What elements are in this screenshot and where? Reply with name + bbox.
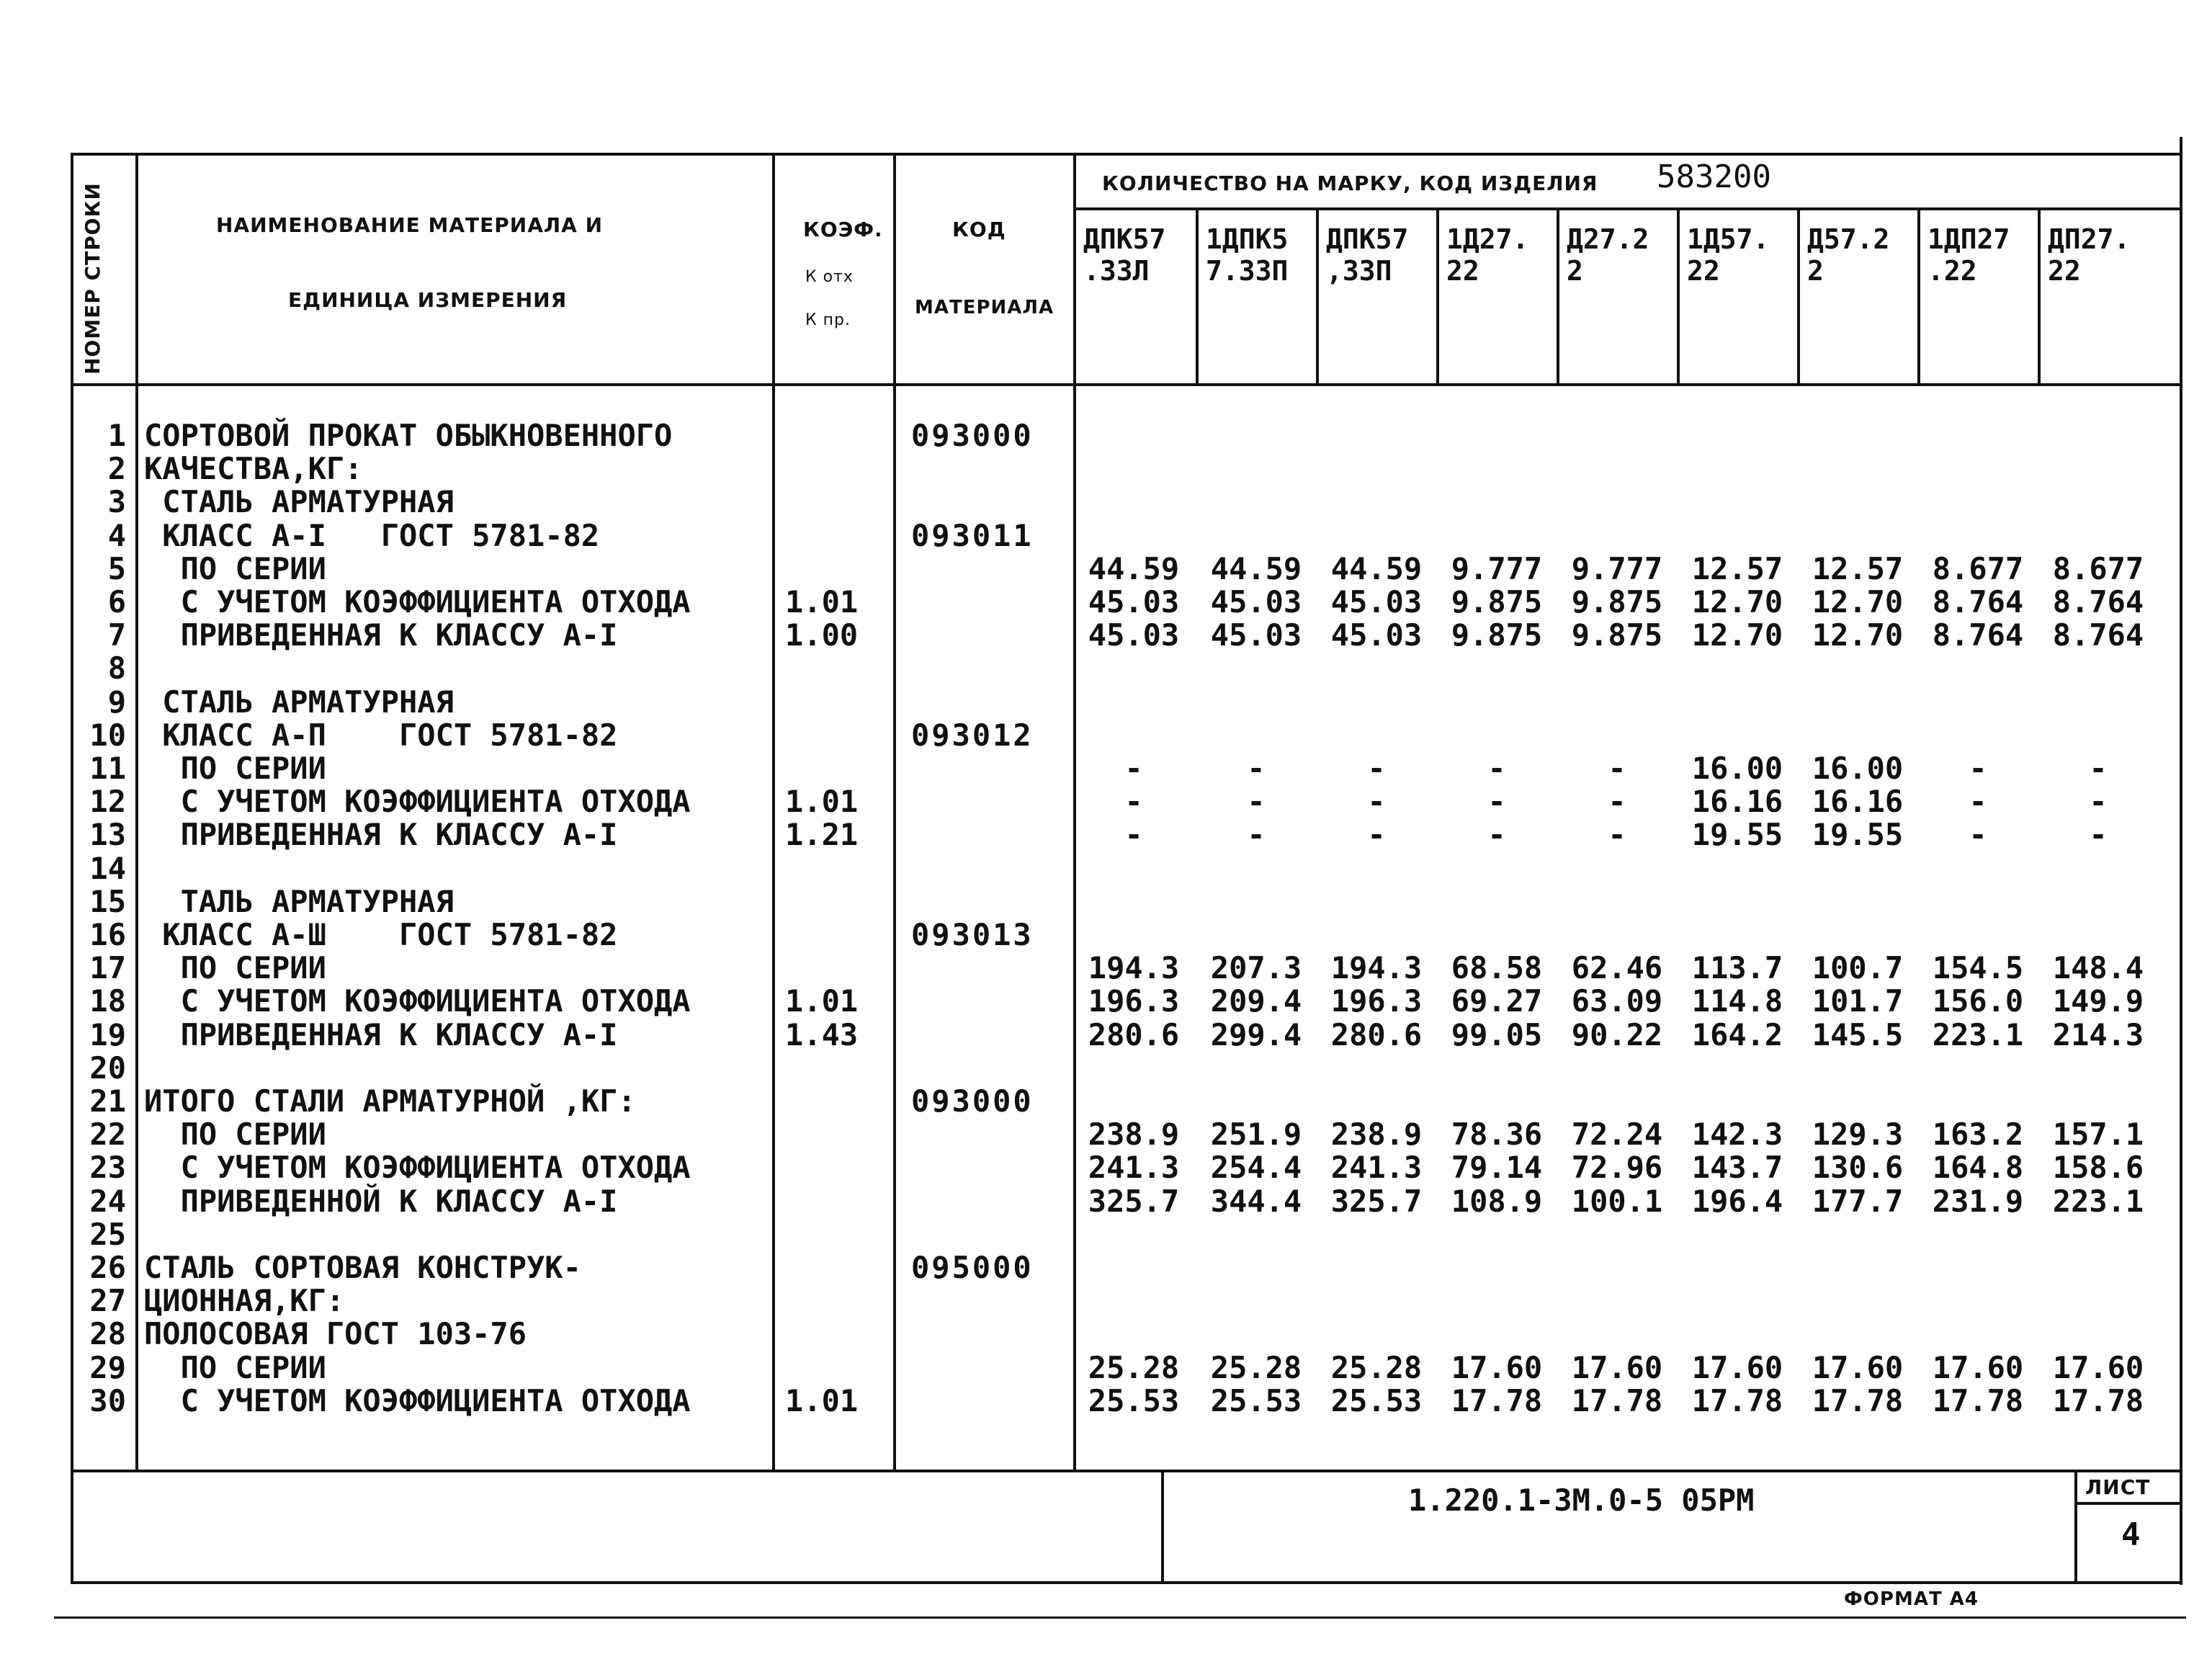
material-header-line2: ЕДИНИЦА ИЗМЕРЕНИЯ	[288, 288, 568, 312]
material-code: 093000	[911, 1083, 1034, 1119]
product-column-header: .33Л	[1083, 255, 1150, 287]
row-number: 25	[89, 1217, 126, 1252]
quantity-cell: -	[1367, 784, 1386, 819]
material-name: ПО СЕРИИ	[144, 950, 326, 985]
quantity-cell: 148.4	[2052, 950, 2144, 985]
product-column-header: 1ДПК5	[1206, 223, 1289, 255]
quantity-cell: 196.3	[1330, 983, 1423, 1019]
quantity-cell: 69.27	[1451, 983, 1543, 1019]
quantity-cell: 177.7	[1812, 1184, 1904, 1219]
quantity-cell: 17.60	[1571, 1350, 1663, 1385]
quantity-cell: 241.3	[1088, 1150, 1180, 1185]
quantity-cell: 17.78	[1691, 1383, 1783, 1418]
quantity-cell: 19.55	[1812, 817, 1904, 852]
row-number: 28	[89, 1316, 126, 1351]
quantity-cell: 196.4	[1691, 1184, 1783, 1219]
product-column-header: 22	[1446, 255, 1479, 287]
quantity-cell: 62.46	[1571, 950, 1663, 985]
quantity-cell: 16.00	[1691, 751, 1783, 786]
material-name: ИТОГО СТАЛИ АРМАТУРНОЙ ,КГ:	[144, 1083, 636, 1119]
quantity-cell: 45.03	[1330, 617, 1423, 653]
product-column-header: .22	[1927, 255, 1977, 287]
quantity-cell: -	[1367, 751, 1386, 786]
row-number: 11	[89, 751, 126, 786]
product-column-header: Д57.2	[1807, 223, 1890, 255]
quantity-cell: 12.70	[1812, 617, 1904, 653]
quantity-cell: 164.2	[1691, 1017, 1783, 1052]
material-name: СТАЛЬ СОРТОВАЯ КОНСТРУК-	[144, 1250, 581, 1285]
quantity-cell: -	[1608, 751, 1626, 786]
quantity-cell: 100.7	[1812, 950, 1904, 985]
material-name: ПРИВЕДЕННАЯ К КЛАССУ А-I	[144, 617, 618, 653]
quantity-cell: 72.96	[1571, 1150, 1663, 1185]
material-name: ПРИВЕДЕННОЙ К КЛАССУ А-I	[144, 1184, 618, 1219]
quantity-cell: 12.70	[1691, 584, 1783, 620]
quantity-cell: 12.57	[1691, 551, 1783, 586]
row-number: 7	[107, 617, 126, 653]
product-column-header: 1Д57.	[1687, 223, 1770, 255]
quantity-cell: 44.59	[1330, 551, 1423, 586]
coefficient-value: 1.01	[785, 1383, 859, 1418]
quantity-cell: 344.4	[1210, 1184, 1302, 1219]
quantity-cell: -	[1969, 751, 1987, 786]
quantity-cell: 113.7	[1691, 950, 1783, 985]
product-column-header: ДП27.	[2048, 223, 2131, 255]
material-name: ПРИВЕДЕННАЯ К КЛАССУ А-I	[144, 817, 618, 852]
row-number: 24	[89, 1184, 126, 1219]
product-column-header: 1ДП27	[1927, 223, 2010, 255]
quantity-cell: 142.3	[1691, 1117, 1783, 1152]
quantity-cell: 25.28	[1330, 1350, 1423, 1385]
quantity-cell: 63.09	[1571, 983, 1663, 1019]
material-name: СТАЛЬ АРМАТУРНАЯ	[144, 684, 454, 720]
quantity-cell: 9.875	[1571, 584, 1663, 620]
quantity-cell: 254.4	[1210, 1150, 1302, 1185]
product-column-header: Д27.2	[1567, 223, 1649, 255]
quantity-cell: -	[1608, 817, 1626, 852]
quantity-cell: 100.1	[1571, 1184, 1663, 1219]
quantity-cell: 45.03	[1088, 584, 1180, 620]
quantity-cell: 44.59	[1088, 551, 1180, 586]
quantity-cell: 164.8	[1932, 1150, 2024, 1185]
quantity-cell: -	[1969, 784, 1987, 819]
quantity-cell: 45.03	[1210, 584, 1302, 620]
material-name: ПО СЕРИИ	[144, 751, 326, 786]
quantity-cell: -	[1247, 817, 1266, 852]
product-column-header: 2	[1567, 255, 1583, 287]
quantity-cell: -	[2089, 784, 2108, 819]
quantity-cell: 241.3	[1330, 1150, 1423, 1185]
quantity-cell: 25.53	[1210, 1383, 1302, 1418]
quantity-cell: 25.53	[1088, 1383, 1180, 1418]
code-header-line1: КОД	[952, 218, 1006, 241]
quantity-cell: 8.764	[1932, 617, 2024, 653]
product-column-header: 22	[1687, 255, 1720, 287]
quantity-cell: 44.59	[1210, 551, 1302, 586]
row-number: 27	[89, 1283, 126, 1318]
quantity-cell: 17.78	[2052, 1383, 2144, 1418]
quantity-cell: 79.14	[1451, 1150, 1543, 1185]
row-number: 17	[89, 950, 126, 985]
material-code: 093012	[911, 717, 1034, 753]
row-number: 19	[89, 1017, 126, 1052]
quantity-cell: 17.78	[1451, 1383, 1543, 1418]
quantity-cell: 17.60	[2052, 1350, 2144, 1385]
product-column-header: 22	[2048, 255, 2081, 287]
quantity-cell: 12.70	[1691, 617, 1783, 653]
quantity-cell: 90.22	[1571, 1017, 1663, 1052]
quantity-cell: 9.777	[1571, 551, 1663, 586]
quantity-cell: 45.03	[1210, 617, 1302, 653]
quantity-cell: -	[1487, 751, 1506, 786]
row-number: 16	[89, 917, 126, 952]
quantity-cell: -	[1124, 751, 1143, 786]
quantity-cell: 17.78	[1571, 1383, 1663, 1418]
product-column-header: 1Д27.	[1446, 223, 1529, 255]
quantity-cell: 78.36	[1451, 1117, 1543, 1152]
quantity-cell: 25.28	[1210, 1350, 1302, 1385]
material-name: КЛАСС А-Ш ГОСТ 5781-82	[144, 917, 618, 952]
format-label: ФОРМАТ А4	[1844, 1588, 1979, 1610]
quantity-cell: 196.3	[1088, 983, 1180, 1019]
row-number: 21	[89, 1083, 126, 1119]
material-name: ПОЛОСОВАЯ ГОСТ 103-76	[144, 1316, 527, 1351]
coef-header-line2: К отх	[805, 268, 854, 286]
quantity-cell: 12.57	[1812, 551, 1904, 586]
quantity-cell: 325.7	[1330, 1184, 1423, 1219]
row-number: 5	[107, 551, 126, 586]
quantity-cell: 145.5	[1812, 1017, 1904, 1052]
quantity-cell: 163.2	[1932, 1117, 2024, 1152]
row-number: 18	[89, 983, 126, 1019]
quantity-cell: 8.764	[2052, 584, 2144, 620]
quantity-cell: 130.6	[1812, 1150, 1904, 1185]
row-number: 10	[89, 717, 126, 753]
quantity-cell: -	[2089, 817, 2108, 852]
quantity-cell: 223.1	[2052, 1184, 2144, 1219]
quantity-cell: 72.24	[1571, 1117, 1663, 1152]
material-name: СТАЛЬ АРМАТУРНАЯ	[144, 484, 454, 519]
material-name: ПРИВЕДЕННАЯ К КЛАССУ А-I	[144, 1017, 618, 1052]
quantity-cell: 108.9	[1451, 1184, 1543, 1219]
material-name: С УЧЕТОМ КОЭФФИЦИЕНТА ОТХОДА	[144, 983, 691, 1019]
material-header-line1: НАИМЕНОВАНИЕ МАТЕРИАЛА И	[216, 213, 604, 237]
quantity-cell: 280.6	[1088, 1017, 1180, 1052]
quantity-cell: 17.60	[1812, 1350, 1904, 1385]
quantity-cell: 251.9	[1210, 1117, 1302, 1152]
material-code: 093013	[911, 917, 1034, 952]
product-column-header: ДПК57	[1326, 223, 1409, 255]
quantity-cell: 8.677	[1932, 551, 2024, 586]
quantity-cell: -	[1608, 784, 1626, 819]
quantity-cell: -	[1124, 784, 1143, 819]
row-number: 9	[107, 684, 126, 720]
quantity-cell: 9.875	[1451, 617, 1543, 653]
quantity-cell: -	[1247, 784, 1266, 819]
material-name: С УЧЕТОМ КОЭФФИЦИЕНТА ОТХОДА	[144, 784, 691, 819]
material-name: ТАЛЬ АРМАТУРНАЯ	[144, 884, 454, 919]
row-number: 15	[89, 884, 126, 919]
quantity-cell: -	[1487, 784, 1506, 819]
quantity-cell: 9.875	[1451, 584, 1543, 620]
material-code: 095000	[911, 1250, 1034, 1285]
quantity-cell: 19.55	[1691, 817, 1783, 852]
quantity-cell: 157.1	[2052, 1117, 2144, 1152]
quantity-cell: 17.60	[1451, 1350, 1543, 1385]
material-code: 093011	[911, 518, 1034, 553]
quantity-cell: 25.53	[1330, 1383, 1423, 1418]
quantity-cell: 214.3	[2052, 1017, 2144, 1052]
product-column-header: ДПК57	[1083, 223, 1166, 255]
row-number: 2	[107, 451, 126, 486]
coefficient-value: 1.01	[785, 983, 859, 1019]
row-number: 3	[107, 484, 126, 519]
quantity-cell: 17.60	[1932, 1350, 2024, 1385]
quantity-cell: 149.9	[2052, 983, 2144, 1019]
quantity-cell: -	[1124, 817, 1143, 852]
quantity-cell: 238.9	[1330, 1117, 1423, 1152]
qty-header-label: КОЛИЧЕСТВО НА МАРКУ, КОД ИЗДЕЛИЯ	[1102, 171, 1598, 195]
quantity-cell: 231.9	[1932, 1184, 2024, 1219]
quantity-cell: 101.7	[1812, 983, 1904, 1019]
quantity-cell: 8.764	[2052, 617, 2144, 653]
coef-header-line1: КОЭФ.	[803, 218, 883, 241]
quantity-cell: 325.7	[1088, 1184, 1180, 1219]
row-number: 23	[89, 1150, 126, 1185]
quantity-cell: 129.3	[1812, 1117, 1904, 1152]
material-name: КЛАСС А-I ГОСТ 5781-82	[144, 518, 600, 553]
product-column-header: 7.33П	[1206, 255, 1289, 287]
quantity-cell: 156.0	[1932, 983, 2024, 1019]
quantity-cell: 45.03	[1330, 584, 1423, 620]
document-code: 1.220.1-3М.0-5 05РМ	[1408, 1483, 1755, 1518]
sheet-label: ЛИСТ	[2085, 1475, 2151, 1499]
row-number: 14	[89, 851, 126, 886]
quantity-cell: 209.4	[1210, 983, 1302, 1019]
quantity-cell: 114.8	[1691, 983, 1783, 1019]
quantity-cell: 8.764	[1932, 584, 2024, 620]
coefficient-value: 1.01	[785, 584, 859, 620]
quantity-cell: 25.28	[1088, 1350, 1180, 1385]
quantity-cell: 154.5	[1932, 950, 2024, 985]
quantity-cell: 99.05	[1451, 1017, 1543, 1052]
material-name: С УЧЕТОМ КОЭФФИЦИЕНТА ОТХОДА	[144, 1150, 691, 1185]
coefficient-value: 1.00	[785, 617, 859, 653]
quantity-cell: -	[1247, 751, 1266, 786]
quantity-cell: 238.9	[1088, 1117, 1180, 1152]
sheet-number: 4	[2121, 1516, 2141, 1553]
material-name: ПО СЕРИИ	[144, 1350, 326, 1385]
quantity-cell: 68.58	[1451, 950, 1543, 985]
row-number: 4	[107, 518, 126, 553]
row-number: 26	[89, 1250, 126, 1285]
row-number: 12	[89, 784, 126, 819]
quantity-cell: 17.60	[1691, 1350, 1783, 1385]
code-header-line2: МАТЕРИАЛА	[915, 297, 1054, 318]
row-number: 13	[89, 817, 126, 852]
coefficient-value: 1.21	[785, 817, 859, 852]
material-name: ЦИОННАЯ,КГ:	[144, 1283, 345, 1318]
quantity-cell: -	[1367, 817, 1386, 852]
row-number: 1	[107, 418, 126, 453]
row-number: 29	[89, 1350, 126, 1385]
product-code: 583200	[1657, 158, 1771, 195]
coefficient-value: 1.01	[785, 784, 859, 819]
row-number: 8	[107, 650, 126, 686]
quantity-cell: 158.6	[2052, 1150, 2144, 1185]
coef-header-line3: К пр.	[805, 311, 851, 329]
quantity-cell: 17.78	[1932, 1383, 2024, 1418]
quantity-cell: 8.677	[2052, 551, 2144, 586]
quantity-cell: 9.875	[1571, 617, 1663, 653]
quantity-cell: 9.777	[1451, 551, 1543, 586]
quantity-cell: 45.03	[1088, 617, 1180, 653]
material-name: С УЧЕТОМ КОЭФФИЦИЕНТА ОТХОДА	[144, 584, 691, 620]
material-name: ПО СЕРИИ	[144, 1117, 326, 1152]
quantity-cell: 16.16	[1812, 784, 1904, 819]
product-column-header: ,33П	[1326, 255, 1392, 287]
quantity-cell: -	[1969, 817, 1987, 852]
quantity-cell: -	[1487, 817, 1506, 852]
material-name: ПО СЕРИИ	[144, 551, 326, 586]
material-name: СОРТОВОЙ ПРОКАТ ОБЫКНОВЕННОГО	[144, 418, 673, 453]
row-number: 22	[89, 1117, 126, 1152]
quantity-cell: 280.6	[1330, 1017, 1423, 1052]
quantity-cell: 143.7	[1691, 1150, 1783, 1185]
row-number: 20	[89, 1050, 126, 1086]
quantity-cell: 12.70	[1812, 584, 1904, 620]
quantity-cell: -	[2089, 751, 2108, 786]
quantity-cell: 299.4	[1210, 1017, 1302, 1052]
quantity-cell: 16.00	[1812, 751, 1904, 786]
quantity-cell: 16.16	[1691, 784, 1783, 819]
material-name: С УЧЕТОМ КОЭФФИЦИЕНТА ОТХОДА	[144, 1383, 691, 1418]
material-name: КЛАСС А-П ГОСТ 5781-82	[144, 717, 618, 753]
row-number-header: НОМЕР СТРОКИ	[81, 182, 104, 375]
row-number: 30	[89, 1383, 126, 1418]
quantity-cell: 207.3	[1210, 950, 1302, 985]
quantity-cell: 194.3	[1088, 950, 1180, 985]
row-number: 6	[107, 584, 126, 620]
quantity-cell: 223.1	[1932, 1017, 2024, 1052]
quantity-cell: 17.78	[1812, 1383, 1904, 1418]
coefficient-value: 1.43	[785, 1017, 859, 1052]
material-name: КАЧЕСТВА,КГ:	[144, 451, 363, 486]
product-column-header: 2	[1807, 255, 1824, 287]
quantity-cell: 194.3	[1330, 950, 1423, 985]
material-code: 093000	[911, 418, 1034, 453]
